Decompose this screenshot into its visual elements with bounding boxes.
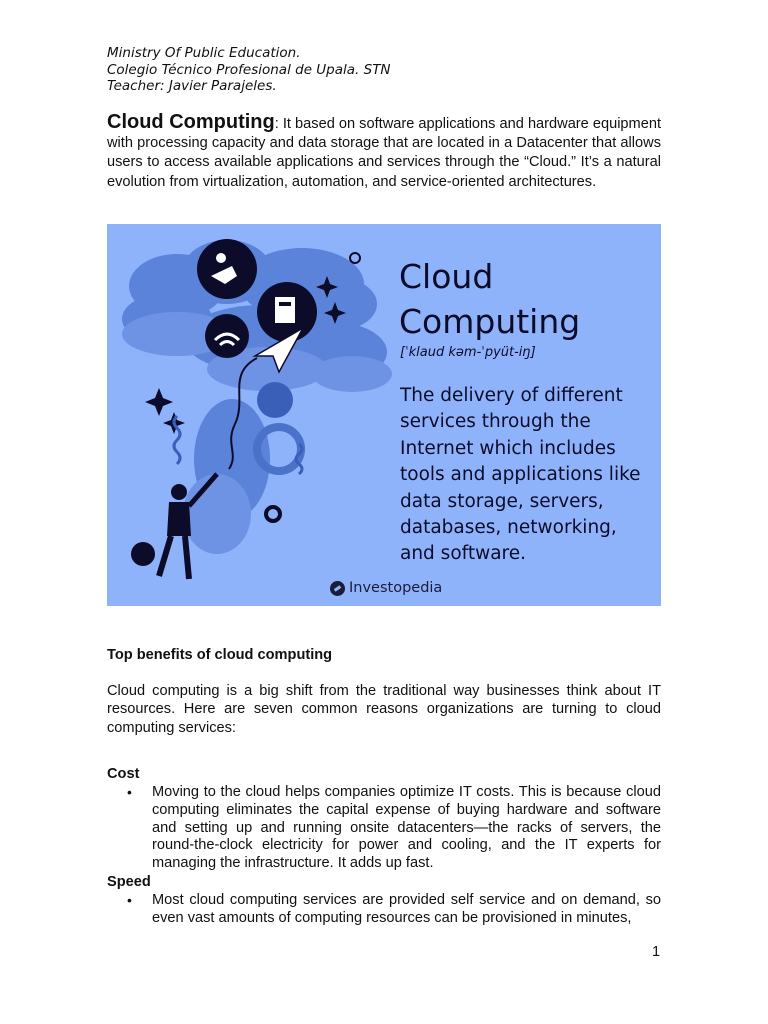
brand-name: Investopedia [349,580,443,596]
benefits-intro: Cloud computing is a big shift from the traditional way businesses think about IT resources. Here are seven common reasons organizations are turning to cloud computing services: [107,683,661,736]
benefit-text-cost: Moving to the cloud helps companies optimize IT costs. This is because cloud computing eliminates the capital expense of buying hardware and software and setting up and running onsite datacenters—the racks of servers, the round-the-clock electricity for power and cooling, and the IT experts for managing the infrastructure. It adds up fast. [152,784,661,872]
page-number: 1 [652,944,661,960]
benefit-heading-speed: Speed [107,874,151,890]
figure-pronunciation: [ˈklaud kəm-ˈpyüt-iŋ] [400,345,536,360]
benefits-title: Top benefits of cloud computing [107,647,333,663]
investopedia-mark-icon [330,581,345,596]
header-teacher: Teacher: Javier Parajeles. [107,78,277,95]
bullet-marker: • [127,784,132,800]
figure-title-line2: Computing [399,302,581,341]
figure-definition: The delivery of different services through the Internet which includes tools and applications like data storage, servers, databases, networking, and software. [400,385,641,565]
intro-text: : It based on software applications and hardware equipment with processing capacity and data storage that are located in a Datacenter that allows users to access available applications and services through the “Cloud.” It’s a natural evolution from virtualization, automation, and service-oriented architectures. [107,116,661,190]
document-header [107,45,391,95]
header-ministry: Ministry Of Public Education. [107,45,301,61]
cloud-computing-figure [107,224,661,606]
figure-title [399,254,580,344]
figure-title-line1: Cloud [399,257,494,296]
intro-title: Cloud Computing [107,111,275,133]
header-school: Colegio Técnico Profesional de Upala. STN [107,61,391,78]
intro-paragraph [107,113,661,192]
benefit-heading-cost: Cost [107,766,140,782]
benefit-text-speed: Most cloud computing services are provided self service and on demand, so even vast amounts of computing resources can be provisioned in minutes, [152,892,661,926]
investopedia-logo [330,580,442,596]
bullet-marker: • [127,892,132,908]
